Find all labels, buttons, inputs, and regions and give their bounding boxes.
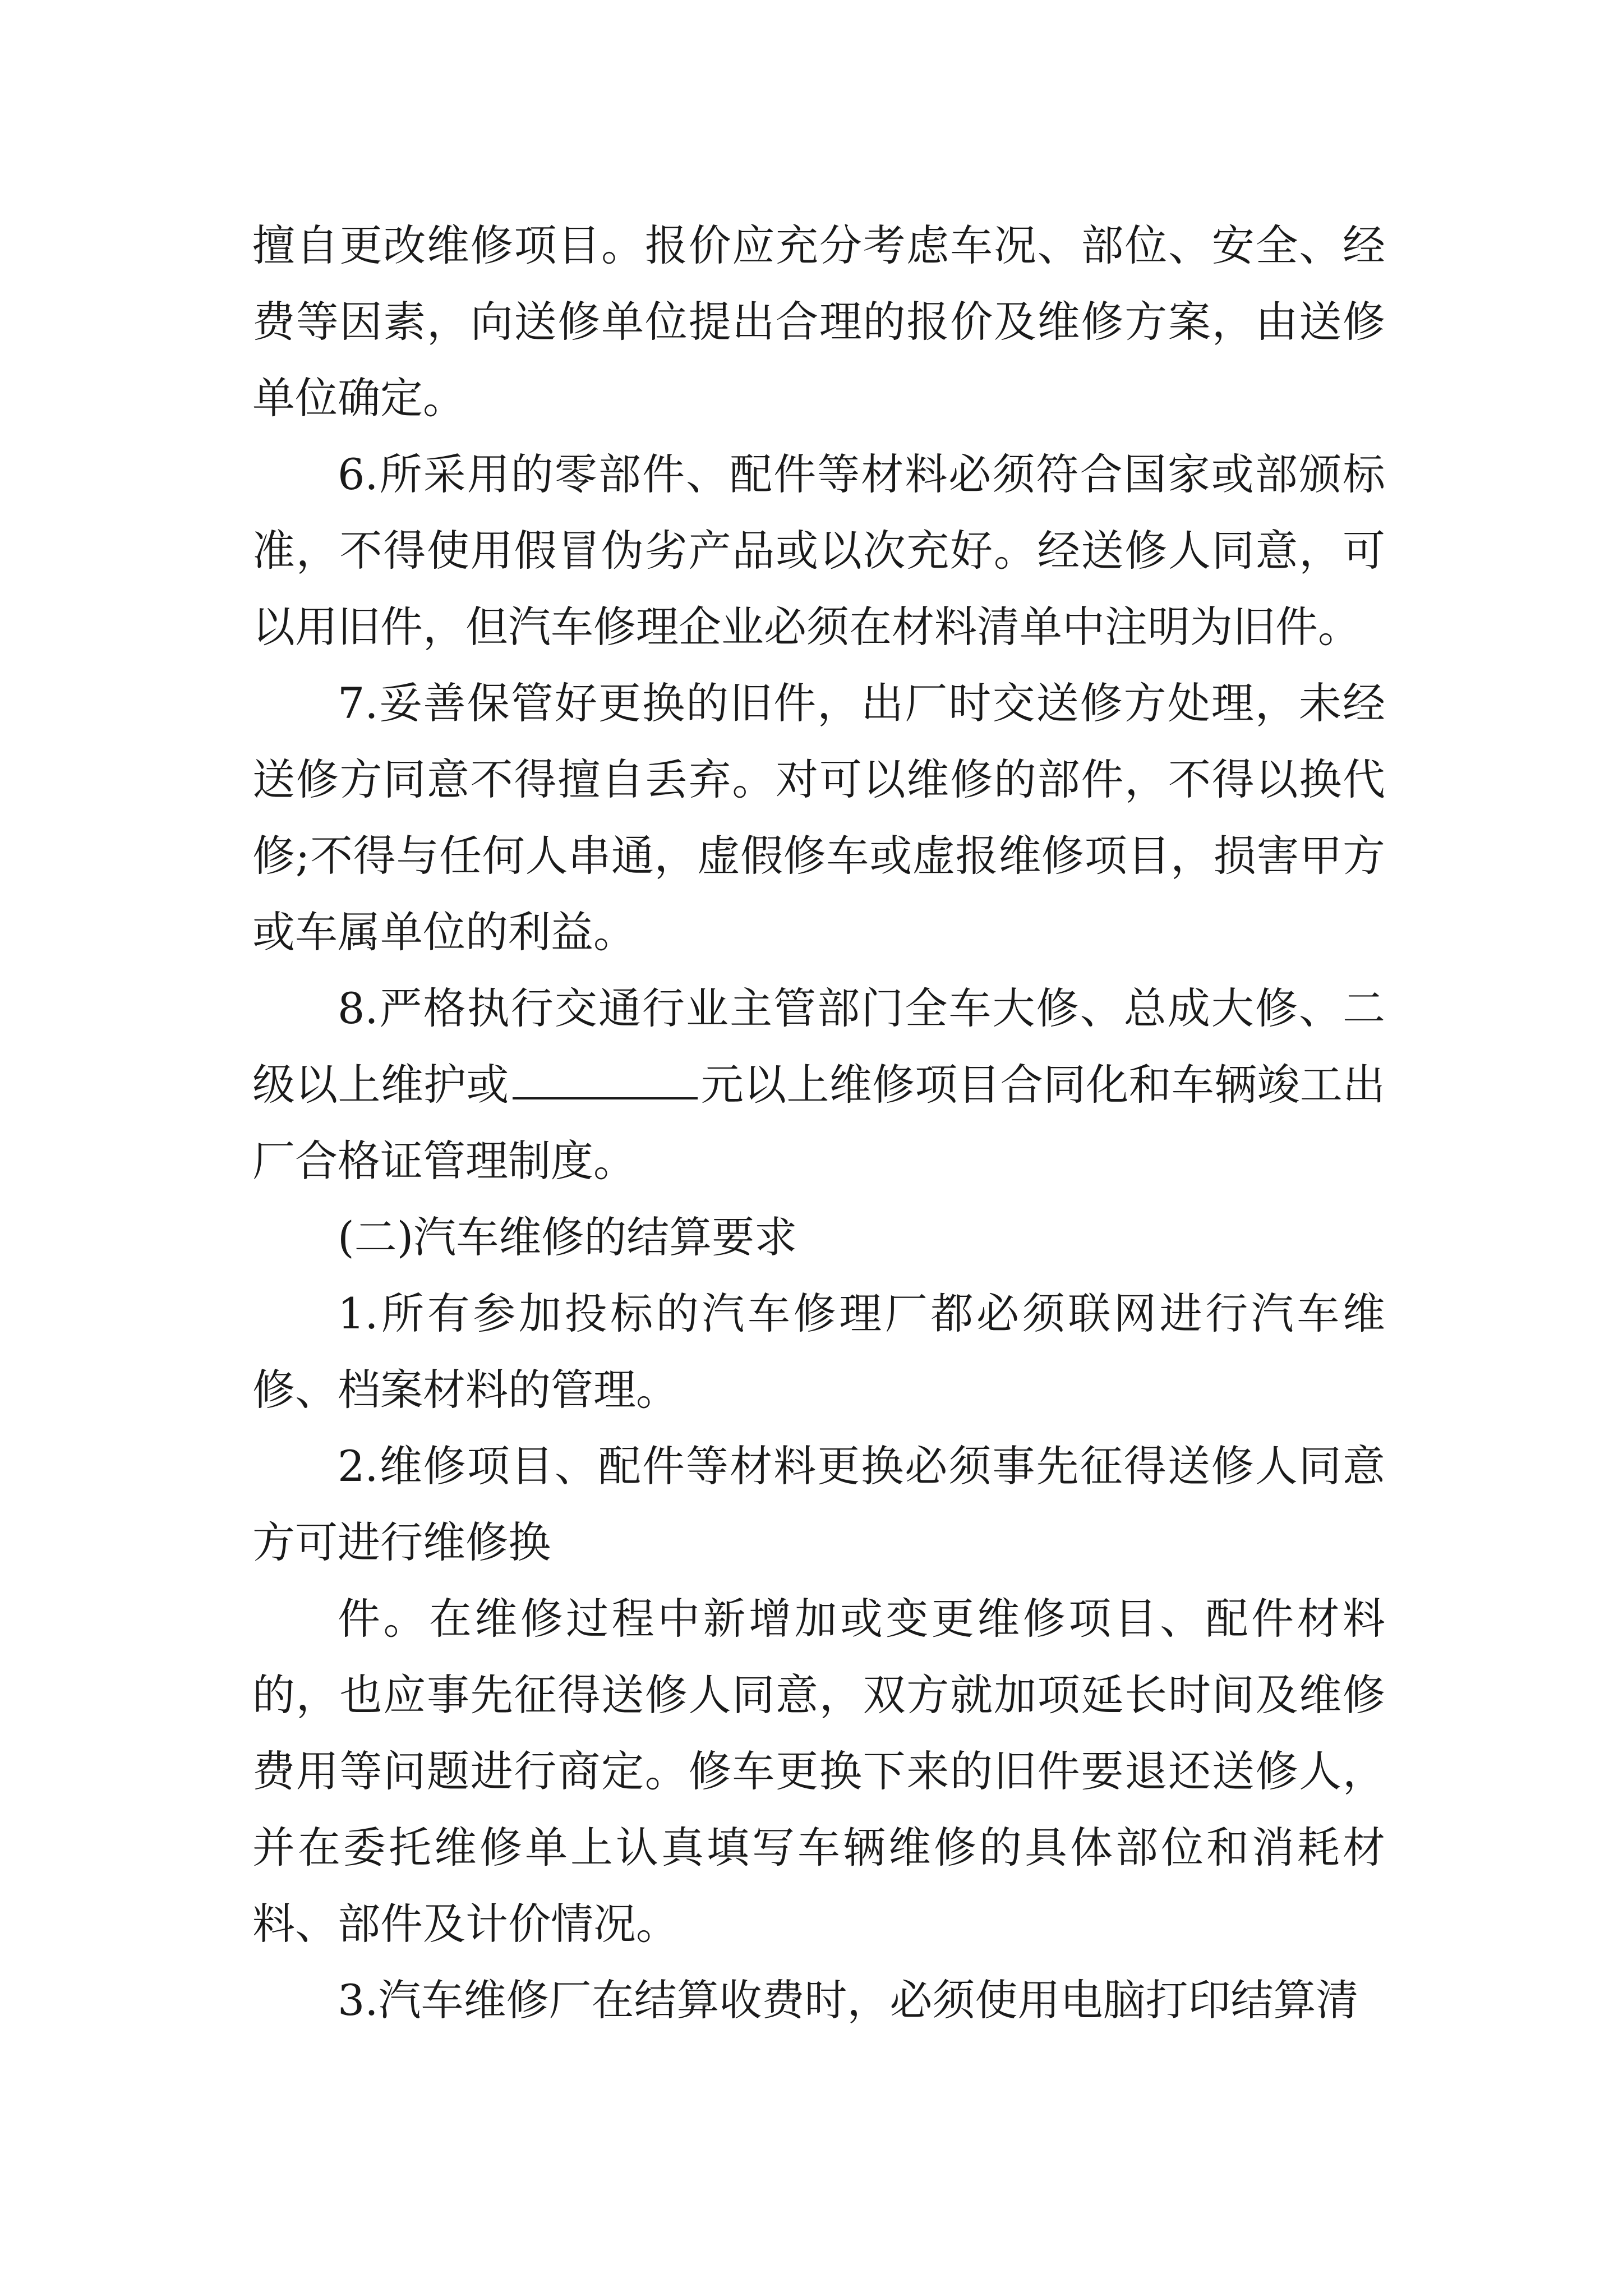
item-8-text-after-blank: 元以上维修项目合同化和车辆竣工出厂合格证管理制度。 <box>252 1060 1386 1186</box>
paragraph-settlement-item-1: 1.所有参加投标的汽车修理厂都必须联网进行汽车维修、档案材料的管理。 <box>252 1289 1385 1415</box>
paragraph-settlement-item-2-continued: 件。在维修过程中新增加或变更维修项目、配件材料的，也应事先征得送修人同意，双方就加项延长时间及维修费用等问题进行商定。修车更换下来的旧件要退还送修人，并在委托维修单上认真填写车辆维修的具体部位和消耗材料、部件及计价情况。 <box>252 1594 1385 1949</box>
item-8-text-before-blank: 8.严格执行交通行业主管部门全车大修、总成大修、二级以上维护或 <box>252 983 1385 1110</box>
paragraph-settlement-item-3: 3.汽车维修厂在结算收费时，必须使用电脑打印结算清 <box>338 1975 1359 2025</box>
paragraph-item-7-old-parts: 7.妥善保管好更换的旧件，出厂时交送修方处理，未经送修方同意不得擅自丢弃。对可以维修的部件，不得以换代修;不得与任何人串通，虚假修车或虚报维修项目，损害甲方或车属单位的利益。 <box>252 678 1385 957</box>
amount-blank-field <box>513 1061 698 1099</box>
paragraph-pricing-continuation: 擅自更改维修项目。报价应充分考虑车况、部位、安全、经费等因素，向送修单位提出合理的报价及维修方案，由送修单位确定。 <box>252 220 1385 423</box>
document-body <box>252 208 1385 2039</box>
paragraph-item-6-parts-standard: 6.所采用的零部件、配件等材料必须符合国家或部颁标准，不得使用假冒伪劣产品或以次充好。经送修人同意，可以用旧件，但汽车修理企业必须在材料清单中注明为旧件。 <box>252 449 1385 652</box>
section-heading-settlement: (二)汽车维修的结算要求 <box>338 1212 797 1262</box>
paragraph-item-8-regulations <box>252 970 1385 1199</box>
paragraph-settlement-item-2: 2.维修项目、配件等材料更换必须事先征得送修人同意方可进行维修换 <box>252 1441 1385 1567</box>
